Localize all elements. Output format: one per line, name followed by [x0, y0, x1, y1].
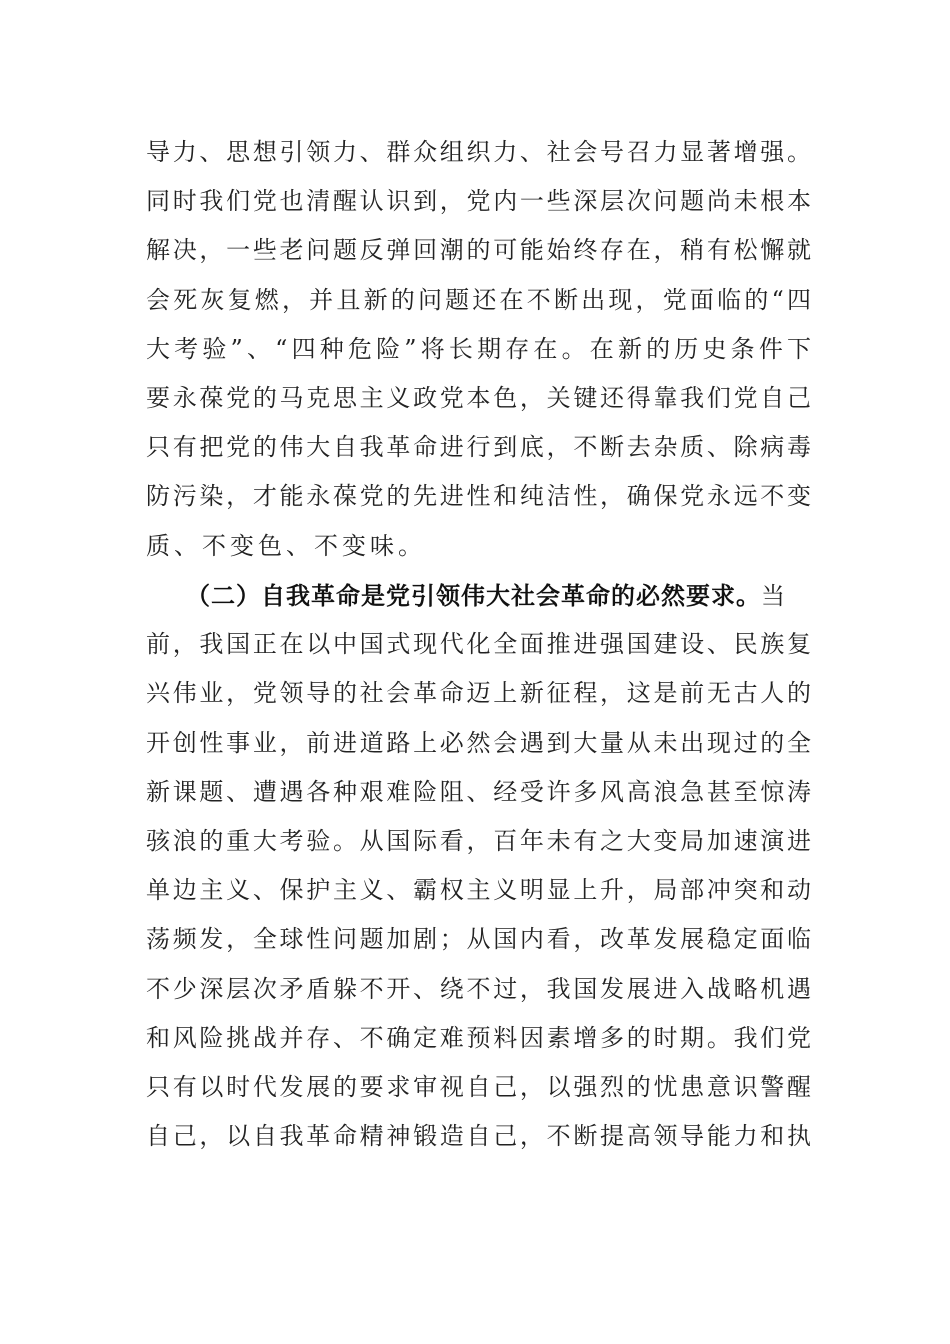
text-line: 会死灰复燃，并且新的问题还在不断出现，党面临的“四	[146, 285, 811, 314]
section-heading: （二）自我革命是党引领伟大社会革命的必然要求。	[186, 581, 761, 610]
paragraph-continued	[146, 128, 811, 571]
text-line: 开创性事业，前进道路上必然会遇到大量从未出现过的全	[146, 728, 811, 757]
text-line: 只有把党的伟大自我革命进行到底，不断去杂质、除病毒	[146, 433, 811, 462]
text-line: 大考验”、“四种危险”将长期存在。在新的历史条件下	[146, 334, 811, 363]
text-line: 不少深层次矛盾躲不开、绕不过，我国发展进入战略机遇	[146, 974, 811, 1003]
text-line: 同时我们党也清醒认识到，党内一些深层次问题尚未根本	[146, 187, 811, 216]
text-line: 新课题、遭遇各种艰难险阻、经受许多风高浪急甚至惊涛	[146, 777, 811, 806]
text-line: 要永葆党的马克思主义政党本色，关键还得靠我们党自己	[146, 383, 811, 412]
section-paragraph	[146, 571, 811, 1161]
text-line: 自己，以自我革命精神锻造自己，不断提高领导能力和执	[146, 1122, 811, 1151]
text-line: 兴伟业，党领导的社会革命迈上新征程，这是前无古人的	[146, 679, 811, 708]
text-line: 只有以时代发展的要求审视自己，以强烈的忧患意识警醒	[146, 1072, 811, 1101]
text-line: 导力、思想引领力、群众组织力、社会号召力显著增强。	[146, 138, 811, 166]
text-line: 解决，一些老问题反弹回潮的可能始终存在，稍有松懈就	[146, 236, 811, 265]
text-line: 前，我国正在以中国式现代化全面推进强国建设、民族复	[146, 630, 811, 659]
text-line: 荡频发，全球性问题加剧；从国内看，改革发展稳定面临	[146, 925, 811, 954]
text-line: 骇浪的重大考验。从国际看，百年未有之大变局加速演进	[146, 826, 811, 855]
section-first-line	[146, 571, 811, 620]
text-line: 防污染，才能永葆党的先进性和纯洁性，确保党永远不变	[146, 482, 811, 511]
text-fragment: 当	[761, 582, 786, 610]
text-line: 和风险挑战并存、不确定难预料因素增多的时期。我们党	[146, 1023, 811, 1052]
text-line: 单边主义、保护主义、霸权主义明显上升，局部冲突和动	[146, 876, 811, 905]
text-line: 质、不变色、不变味。	[146, 531, 426, 560]
